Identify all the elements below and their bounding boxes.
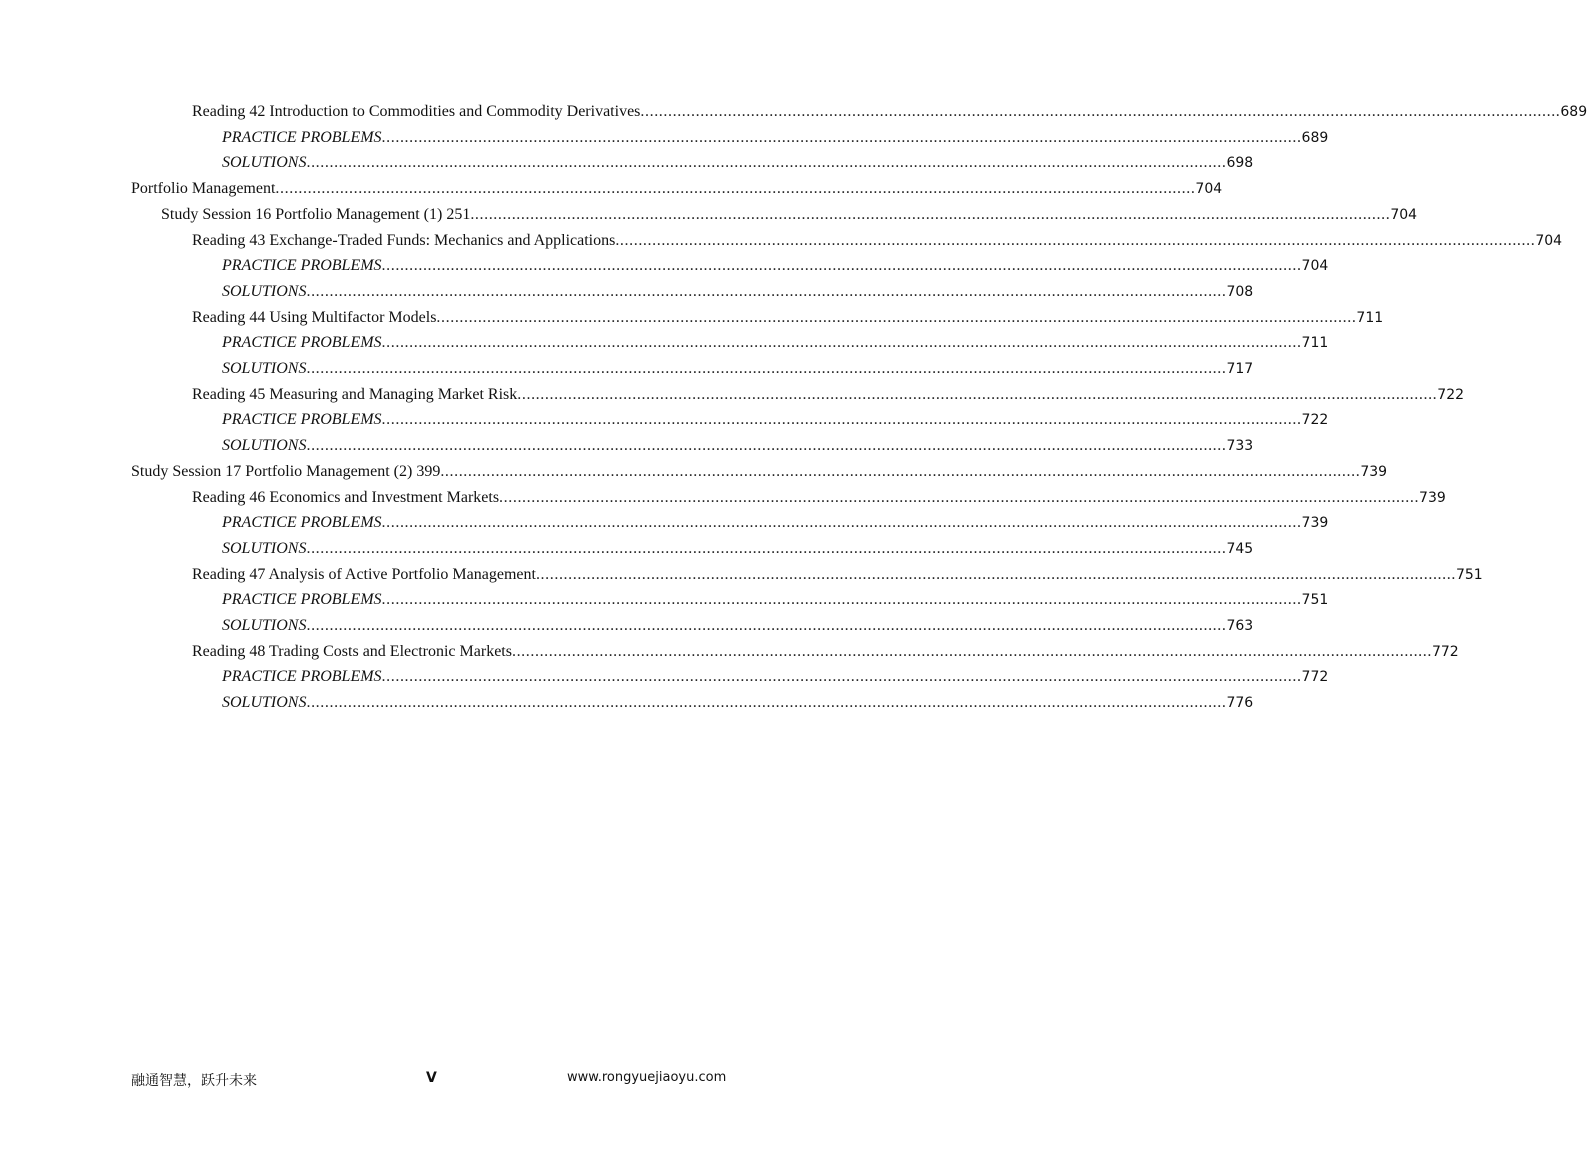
toc-entry-solutions[interactable] — [222, 360, 1254, 384]
toc-entry-reading-47[interactable] — [192, 565, 1483, 590]
toc-entry-reading-43[interactable] — [192, 231, 1563, 256]
toc-entry-practice-problems[interactable] — [222, 411, 1329, 435]
dot-leader: ........................................................................................................................................................................................................ — [511, 642, 1432, 660]
dot-leader: ........................................................................................................................................................................................................ — [381, 128, 1302, 146]
dot-leader: ........................................................................................................................................................................................................ — [381, 514, 1302, 532]
toc-entry-page: 772 — [1431, 643, 1459, 660]
toc-entry-title: SOLUTIONS — [222, 154, 307, 172]
toc-entry-title: Portfolio Management — [131, 180, 276, 198]
toc-entry-page: 722 — [1301, 412, 1329, 429]
toc-entry-reading-45[interactable] — [192, 385, 1465, 410]
toc-entry-practice-problems[interactable] — [222, 334, 1329, 358]
toc-entry-page: 704 — [1301, 258, 1329, 275]
dot-leader: ........................................................................................................................................................................................................ — [440, 462, 1361, 480]
page-footer — [0, 1070, 868, 1094]
toc-entry-page: 698 — [1226, 155, 1254, 172]
dot-leader: ........................................................................................................................................................................................................ — [306, 437, 1227, 455]
toc-entry-title: PRACTICE PROBLEMS — [222, 334, 382, 352]
dot-leader: ........................................................................................................................................................................................................ — [306, 154, 1227, 172]
toc-entry-page: 763 — [1226, 618, 1254, 634]
toc-entry-title: SOLUTIONS — [222, 617, 307, 634]
toc-entry-title: SOLUTIONS — [222, 539, 307, 557]
toc-entry-page: 689 — [1560, 104, 1587, 120]
toc-entry-reading-46[interactable] — [192, 488, 1446, 513]
dot-leader: ........................................................................................................................................................................................................ — [306, 360, 1227, 377]
dot-leader: ........................................................................................................................................................................................................ — [306, 282, 1227, 300]
toc-entry-title: Reading 47 Analysis of Active Portfolio Management — [192, 565, 536, 583]
toc-entry-page: 704 — [1390, 206, 1418, 223]
toc-entry-page: 722 — [1437, 386, 1465, 403]
toc-entry-title: Study Session 16 Portfolio Management (1) 251 — [161, 205, 471, 223]
toc-entry-title: Reading 46 Economics and Investment Markets — [192, 488, 500, 506]
toc-entry-page: 689 — [1301, 129, 1329, 146]
toc-entry-title: PRACTICE PROBLEMS — [222, 411, 382, 429]
toc-entry-title: PRACTICE PROBLEMS — [222, 668, 382, 686]
dot-leader: ........................................................................................................................................................................................................ — [381, 334, 1302, 352]
toc-entry-page: 739 — [1301, 515, 1329, 532]
toc-entry-page: 745 — [1226, 540, 1254, 557]
dot-leader: ........................................................................................................................................................................................................ — [517, 385, 1438, 403]
toc-entry-title: SOLUTIONS — [222, 282, 307, 300]
dot-leader: ........................................................................................................................................................................................................ — [381, 668, 1302, 686]
toc-entry-practice-problems[interactable] — [222, 257, 1329, 281]
toc-entry-study-session-16[interactable] — [161, 205, 1418, 230]
toc-entry-title: PRACTICE PROBLEMS — [222, 514, 382, 532]
toc-entry-solutions[interactable] — [222, 282, 1254, 307]
toc-entry-page: 708 — [1226, 283, 1254, 300]
toc-entry-title: Reading 42 Introduction to Commodities and Commodity Derivatives — [192, 103, 641, 120]
toc-entry-reading-48[interactable] — [192, 642, 1459, 667]
dot-leader: ........................................................................................................................................................................................................ — [535, 565, 1456, 583]
toc-entry-page: 711 — [1301, 335, 1329, 352]
toc-entry-title: PRACTICE PROBLEMS — [222, 591, 382, 609]
toc-entry-page: 751 — [1455, 566, 1483, 583]
toc-entry-practice-problems[interactable] — [222, 668, 1329, 692]
toc-entry-title: SOLUTIONS — [222, 360, 307, 377]
toc-entry-page: 733 — [1226, 438, 1254, 455]
toc-entry-page: 711 — [1356, 309, 1384, 326]
dot-leader: ........................................................................................................................................................................................................ — [381, 591, 1302, 609]
footer-website: www.rongyuejiaoyu.com — [567, 1070, 727, 1085]
toc-entry-solutions[interactable] — [222, 617, 1254, 641]
toc-entry-title: PRACTICE PROBLEMS — [222, 128, 382, 146]
toc-entry-page: 704 — [1195, 181, 1223, 198]
toc-entry-solutions[interactable] — [222, 437, 1254, 461]
toc-entry-title: Reading 45 Measuring and Managing Market Risk — [192, 385, 518, 403]
toc-entry-page: 739 — [1419, 489, 1446, 506]
toc-entry-study-session-17[interactable] — [131, 462, 1388, 487]
toc-entry-title: Reading 48 Trading Costs and Electronic Markets — [192, 642, 512, 660]
dot-leader: ........................................................................................................................................................................................................ — [640, 103, 1561, 120]
toc-entry-title: SOLUTIONS — [222, 694, 307, 712]
dot-leader: ........................................................................................................................................................................................................ — [615, 231, 1536, 249]
footer-page-number: V — [426, 1070, 437, 1086]
toc-entry-solutions[interactable] — [222, 154, 1254, 178]
toc-entry-reading-42[interactable] — [192, 103, 1587, 127]
dot-leader: ........................................................................................................................................................................................................ — [306, 694, 1227, 712]
toc-entry-title: Reading 43 Exchange-Traded Funds: Mechanics and Applications — [192, 231, 616, 249]
toc-entry-page: 776 — [1226, 695, 1254, 712]
toc-entry-solutions[interactable] — [222, 694, 1254, 718]
toc-entry-page: 704 — [1535, 232, 1563, 249]
toc-entry-solutions[interactable] — [222, 539, 1254, 564]
toc-entry-page: 772 — [1301, 669, 1329, 686]
toc-entry-portfolio-management[interactable] — [131, 180, 1223, 204]
dot-leader: ........................................................................................................................................................................................................ — [275, 180, 1196, 198]
dot-leader: ........................................................................................................................................................................................................ — [470, 205, 1391, 223]
dot-leader: ........................................................................................................................................................................................................ — [306, 539, 1227, 557]
toc-entry-title: PRACTICE PROBLEMS — [222, 257, 382, 275]
toc-entry-title: SOLUTIONS — [222, 437, 307, 455]
toc-entry-practice-problems[interactable] — [222, 591, 1329, 615]
dot-leader: ........................................................................................................................................................................................................ — [306, 617, 1227, 634]
toc-entry-page: 739 — [1360, 463, 1388, 480]
toc-entry-practice-problems[interactable] — [222, 128, 1329, 153]
toc-entry-title: Reading 44 Using Multifactor Models — [192, 308, 437, 326]
toc-entry-reading-44[interactable] — [192, 308, 1384, 333]
toc-entry-title: Study Session 17 Portfolio Management (2) 399 — [131, 462, 441, 480]
dot-leader: ........................................................................................................................................................................................................ — [436, 308, 1357, 326]
footer-slogan: 融通智慧，跃升未来 — [131, 1073, 257, 1089]
dot-leader: ........................................................................................................................................................................................................ — [381, 257, 1302, 275]
toc-entry-practice-problems[interactable] — [222, 514, 1329, 538]
dot-leader: ........................................................................................................................................................................................................ — [381, 411, 1302, 429]
toc-entry-page: 751 — [1301, 592, 1329, 609]
toc-entry-page: 717 — [1226, 361, 1254, 377]
dot-leader: ........................................................................................................................................................................................................ — [499, 488, 1420, 506]
